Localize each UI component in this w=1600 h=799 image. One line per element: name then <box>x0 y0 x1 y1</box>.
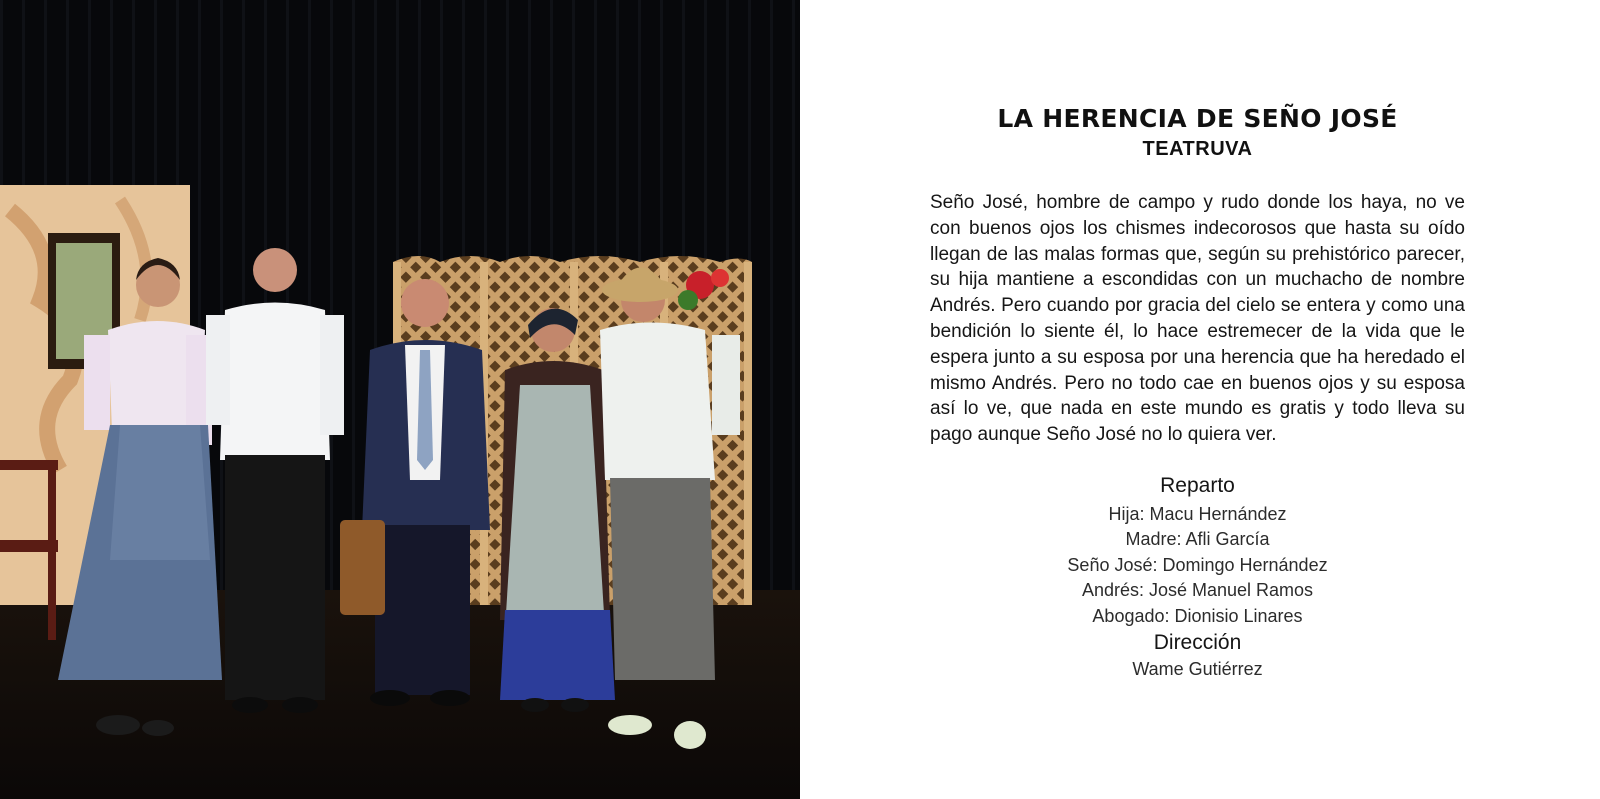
actor-2 <box>206 248 344 713</box>
cast-member: Andrés: José Manuel Ramos <box>1081 580 1314 601</box>
synopsis: Seño José, hombre de campo y rudo donde los haya, no ve con buenos ojos los chismes indecorosos que hasta su oído llegan de las malas formas que, según su prehistórico parecer, su hija mantiene a escondidas con un muchacho de nombre Andrés. Pero cuando por gracia del cielo se entera y como una bendición lo siente él, lo hace estremecer de la vida que le espera junto a su esposa por una herencia que ha heredado el mismo Andrés. Pero no todo cae en buenos ojos y su esposa así lo ve, que nada en este mundo es gratis y todo lleva su pago aunque Seño José no lo quiera ver. <box>930 192 1465 446</box>
briefcase <box>340 520 385 615</box>
cast-member: Seño José: Domingo Hernández <box>1067 554 1328 575</box>
play-title: LA HERENCIA DE SEÑO JOSÉ <box>997 104 1398 133</box>
cast-member: Madre: Afli García <box>1125 529 1270 550</box>
cast-member: Abogado: Dionisio Linares <box>1092 605 1303 626</box>
cast-member: Hija: Macu Hernández <box>1108 503 1287 524</box>
cast-list <box>930 502 1465 630</box>
cast-heading: Reparto <box>1160 473 1235 497</box>
actor-4 <box>500 308 615 712</box>
direction-heading: Dirección <box>1153 631 1242 655</box>
director-name: Wame Gutiérrez <box>1132 659 1263 680</box>
company-name: TEATRUVA <box>1142 138 1253 160</box>
program-text <box>930 104 1465 682</box>
